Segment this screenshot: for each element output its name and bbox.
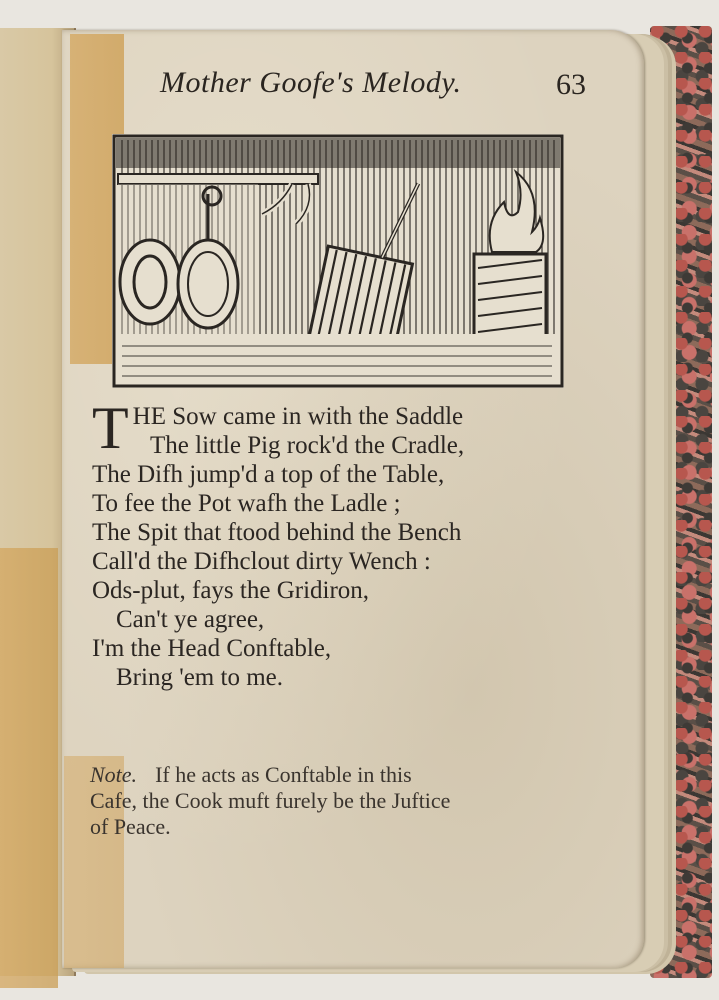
poem-line-7: Ods-plut, fays the Gridiron, bbox=[92, 577, 370, 604]
note-line-2: Cafe, the Cook muft furely be the Juftice bbox=[90, 788, 451, 813]
note-line-1-text: If he acts as Conftable in this bbox=[155, 762, 412, 787]
footnote bbox=[90, 762, 590, 840]
poem-line-1-text: HE Sow came in with the Saddle bbox=[132, 403, 464, 430]
note-label: Note. bbox=[90, 762, 138, 787]
poem-line-10: Bring 'em to me. bbox=[116, 664, 283, 691]
poem-line-3: The Difh jump'd a top of the Table, bbox=[92, 461, 445, 488]
poem-line-8: Can't ye agree, bbox=[116, 606, 265, 633]
note-line-3: of Peace. bbox=[90, 814, 171, 839]
woodcut-image bbox=[112, 134, 564, 388]
poem-line-2: The little Pig rock'd the Cradle, bbox=[150, 432, 465, 459]
tape-stain bbox=[0, 548, 58, 988]
running-title: Mother Goofe's Melody. bbox=[160, 66, 462, 99]
poem-line-5: The Spit that ftood behind the Bench bbox=[92, 519, 462, 546]
page-header bbox=[160, 66, 590, 110]
poem-line-4: To fee the Pot wafh the Ladle ; bbox=[92, 490, 401, 517]
poem-line-9: I'm the Head Conftable, bbox=[92, 635, 332, 662]
note-line-1 bbox=[90, 762, 590, 788]
drop-cap: T bbox=[92, 395, 129, 461]
poem bbox=[92, 395, 592, 692]
page-number: 63 bbox=[556, 68, 586, 101]
poem-line-6: Call'd the Difhclout dirty Wench : bbox=[92, 548, 431, 575]
woodcut-illustration bbox=[112, 134, 564, 388]
